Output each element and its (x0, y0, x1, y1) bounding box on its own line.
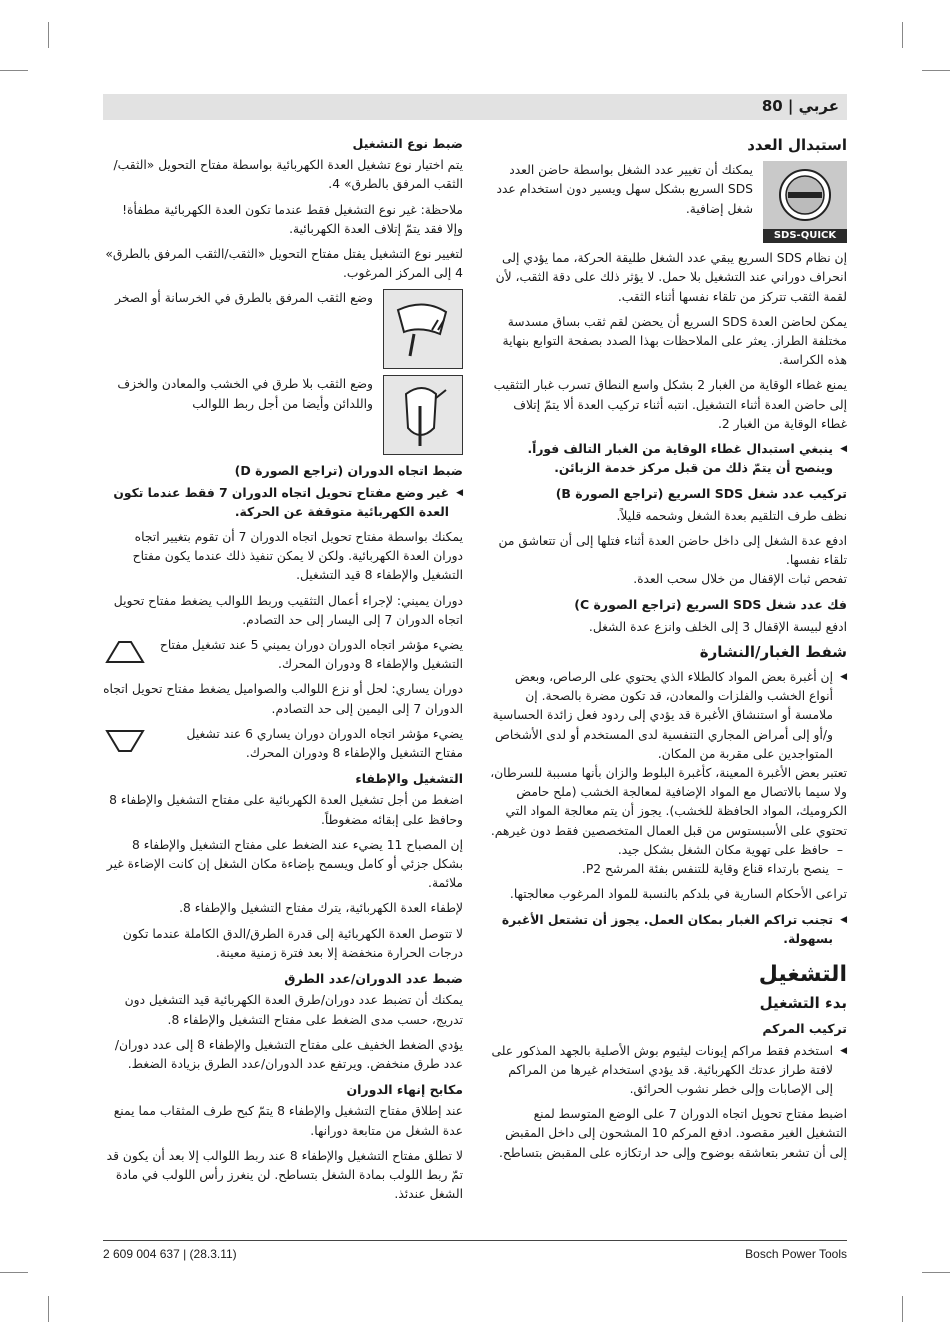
paragraph: اضغط من أجل تشغيل العدة الكهربائية على مفتاح التشغيل والإطفاء 8 وحافظ على إبقائه مضغوطاً. (109, 793, 463, 827)
paragraph: ادفع لبيسة الإقفال 3 إلى الخلف وانزع عدة الشغل. (588, 619, 847, 634)
paragraph: تفحص ثبات الإقفال من خلال سحب العدة. (633, 572, 847, 587)
indicator-row-right (103, 636, 463, 674)
subheading-speed: ضبط عدد الدوران/عدد الطرق (284, 971, 463, 987)
mode-label: وضع الثقب المرفق بالطرق في الخرسانة أو الصخر (115, 291, 373, 306)
paragraph: إن المصباح 11 يضيء عند الضغط على مفتاح التشغيل والإطفاء 8 بشكل جزئي أو كامل ويسمح بإضاءة مكان الشغل إن كانت الإضاءة غير ملائمة. (106, 837, 463, 891)
warning-bullet: ◀ ينبغي استبدال غطاء الوقاية من الغبار التالف فوراً. وينصح أن يتمّ ذلك من قبل مركز خدمة الزبائن. (490, 440, 847, 478)
indicator-text: يضيء مؤشر اتجاه الدوران دوران يساري 6 عند تشغيل مفتاح التشغيل والإطفاء 8 ودوران المحرك. (186, 726, 463, 761)
indicator-text: يضيء مؤشر اتجاه الدوران دوران يميني 5 عند تشغيل مفتاح التشغيل والإطفاء 8 ودوران المحرك. (159, 638, 463, 672)
crop-mark (902, 1296, 903, 1322)
drill-icon (383, 375, 463, 455)
arrow-up-indicator-icon (103, 636, 147, 668)
paragraph: اضبط مفتاح تحويل اتجاه الدوران 7 على الوضع المتوسط لمنع التشغيل الغير مقصود. ادفع المركم 10 المشحون إلى داخل المقبض إلى أن تشعر بتعاشقه بوضوح وإلى حد ارتكازه على المقبض بتساطح. (498, 1107, 847, 1160)
sds-quick-image (763, 161, 847, 243)
paragraph: نظف طرف التلقيم بعدة الشغل وشحمه قليلاً. (616, 508, 847, 523)
warning-bullet: ◀ استخدم فقط مراكم إيونات ليثيوم بوش الأصلية بالجهد المذكور على لافتة طراز عدتك الكهربائية. قد يؤدي استخدام غيرها من المراكم إلى الإصابات وإلى خطر نشوب الحرائق. (490, 1042, 847, 1100)
paragraph: تعتبر بعض الأغبرة المعينة، كأغبرة البلوط والزان بأنها مسببة للسرطان، ولا سيما بالاتصال مع المواد الإضافية لمعالجة الخشب (ملح حامض الكروميك، المواد الحافظة للخشب). يجوز أن يتم معالجة المواد التي تحتوي على الأسبستوس من قبل العمال المتخصصين فقط دون غيرهم. (490, 766, 847, 838)
subheading-insert-tool: تركيب عدد شغل SDS السريع (تراجع الصورة B) (555, 486, 847, 502)
warning-bullet: ◀ إن أغبرة بعض المواد كالطلاء الذي يحتوي على الرصاص، وبعض أنواع الخشب والفلزات والمعادن، قد تكون مضرة بالصحة. إن ملامسة أو استنشاق الأغبرة قد يؤدي إلى ردود فعل زائدة الحساسية و/أو إلى أمراض المجاري التنفسية لدى المستخدم أو لدى الأشخاص المتواجدين على مقربة من المكان. (490, 668, 847, 764)
subheading-mode: ضبط نوع التشغيل (352, 136, 463, 151)
subheading-direction: ضبط اتجاه الدوران (تراجع الصورة D) (234, 463, 463, 479)
paragraph: لإطفاء العدة الكهربائية، يترك مفتاح التشغيل والإطفاء 8. (179, 901, 463, 916)
crop-mark (48, 1296, 49, 1322)
chapter-title-operation: التشغيل (758, 961, 847, 987)
page-number: عربي | 80 (761, 97, 839, 115)
right-column (490, 136, 847, 1169)
paragraph: يمكنك أن تضبط عدد دوران/طرق العدة الكهربائية قيد التشغيل دون تدريج، حسب مدى الضغط على مفتاح التشغيل والإطفاء 8. (124, 993, 463, 1027)
crop-mark (902, 22, 903, 48)
mode-row-hammer (103, 289, 463, 369)
arrow-down-indicator-icon (103, 725, 147, 757)
paragraph: يمنع غطاء الوقاية من الغبار 2 بشكل واسع النطاق تسرب غبار التثقيب إلى حاضن العدة أثناء التشغيل. انتبه أثناء تركيب العدة ألا يتمّ إتلاف غطاء الوقاية من الغبار 2. (493, 378, 847, 431)
paragraph: إن نظام SDS السريع يبقي عدد الشغل طليقة الحركة، مما يؤدي إلى انحراف دوراني عند التشغيل بلا حمل. لا يؤثر ذلك على دقة الثقب، لأن لقمة الثقب تتركز من تلقاء نفسها أثناء الثقب. (495, 251, 847, 304)
mode-row-drill (103, 375, 463, 455)
section-title-startup: بدء التشغيل (759, 994, 847, 1013)
footer-doc-number: 2 609 004 637 | (28.3.11) (103, 1247, 237, 1261)
dash-item: – حافظ على تهوية مكان الشغل بشكل جيد. (490, 841, 847, 860)
paragraph: عند إطلاق مفتاح التشغيل والإطفاء 8 يتمّ كبح طرف المثقاب مما يمنع عدة الشغل من متابعة دورانها. (113, 1104, 463, 1138)
paragraph: يمكنك أن تغيير عدد الشغل بواسطة حاضن العدد SDS السريع بشكل سهل ويسير دون استخدام عدد شغل إضافية. (496, 163, 753, 216)
subheading-on-off: التشغيل والإطفاء (355, 771, 463, 787)
paragraph: يمكنك بواسطة مفتاح تحويل اتجاه الدوران 7 أن تقوم بتغيير اتجاه دوران العدة الكهربائية. ولكن لا يمكن تنفيذ ذلك عندما يكون مفتاح التشغيل والإطفاء 8 قيد التشغيل. (132, 530, 463, 583)
paragraph: لا تطلق مفتاح التشغيل والإطفاء 8 عند ربط اللوالب إلا بعد أن يكون قد تمّ ربط اللولب بمادة الشغل بتساطح. لن ينغرز رأس اللولب في مادة الشغل عندئذ. (106, 1148, 463, 1202)
section-title-tool-change: استبدال العدد (747, 136, 847, 154)
footer-rule (103, 1240, 847, 1241)
subheading-battery: تركيب المركم (762, 1021, 847, 1037)
subheading-remove-tool: فك عدد شغل SDS السريع (تراجع الصورة C) (574, 597, 847, 613)
indicator-row-left (103, 725, 463, 763)
crop-mark (0, 1272, 28, 1273)
page-header (103, 94, 847, 120)
crop-mark (0, 70, 28, 71)
crop-mark (922, 70, 950, 71)
sds-quick-label: SDS-QUICK (763, 229, 847, 243)
paragraph: دوران يساري: لحل أو نزع اللوالب والصواميل يضغط مفتاح تحويل اتجاه الدوران 7 إلى اليمين إلى حد التصادم. (103, 682, 463, 716)
footer-brand: Bosch Power Tools (745, 1247, 847, 1261)
note: ملاحظة: غير نوع التشغيل فقط عندما تكون العدة الكهربائية مطفأة! وإلا فقد يتمّ إتلاف العدة الكهربائية. (122, 202, 463, 236)
paragraph: يتم اختيار نوع تشغيل العدة الكهربائية بواسطة مفتاح التحويل «الثقب/الثقب المرفق بالطرق» 4. (113, 158, 463, 192)
crop-mark (922, 1272, 950, 1273)
section-title-dust: شفط الغبار/النشارة (699, 642, 847, 661)
paragraph: ادفع عدة الشغل إلى داخل حاضن العدة أثناء فتلها إلى أن تتعاشق من تلقاء نفسها. (498, 533, 847, 568)
left-column (103, 134, 463, 1210)
mode-label: وضع الثقب بلا طرق في الخشب والمعادن والخزف واللدائن وأيضا من أجل ربط اللوالب (117, 377, 373, 411)
paragraph: لتغيير نوع التشغيل يفتل مفتاح التحويل «الثقب/الثقب المرفق بالطرق» 4 إلى المركز المرغوب. (105, 247, 463, 281)
paragraph: تراعى الأحكام السارية في بلدكم بالنسبة للمواد المرغوب معالجتها. (509, 887, 847, 902)
warning-bullet: ◀ غير وضع مفتاح تحويل اتجاه الدوران 7 فقط عندما تكون العدة الكهربائية متوقفة عن الحركة. (103, 484, 463, 522)
warning-bullet: ◀ تجنب تراكم الغبار بمكان العمل. يجوز أن تشتعل الأغبرة بسهولة. (490, 911, 847, 949)
paragraph: دوران يميني: لإجراء أعمال التثقيب وربط اللوالب يضغط مفتاح تحويل اتجاه الدوران 7 إلى اليسار إلى حد التصادم. (113, 593, 463, 627)
dash-item: – ينصح بارتداء قناع وقاية للتنفس بفئة المرشح P2. (490, 860, 847, 879)
crop-mark (48, 22, 49, 48)
sds-chuck-icon (763, 161, 847, 229)
hammer-drill-icon (383, 289, 463, 369)
paragraph: لا تتوصل العدة الكهربائية إلى قدرة الطرق/الدق الكاملة عندما تكون درجات الحرارة منخفضة إلا بعد فترة زمنية معينة. (122, 926, 463, 960)
paragraph: يمكن لحاضن العدة SDS السريع أن يحضن لقم ثقب بساق مسدسة مختلفة الطراز. يعثر على الملاحظات بهذا الصدد بصفحة التوابع بنهاية هذه الكراسة. (502, 314, 847, 368)
paragraph: يؤدي الضغط الخفيف على مفتاح التشغيل والإطفاء 8 إلى عدد دوران/عدد طرق منخفض. ويرتفع عدد الدوران/عدد الطرق بزيادة الضغط. (114, 1037, 463, 1071)
sds-intro-row (490, 161, 847, 243)
subheading-brake: مكابح إنهاء الدوران (346, 1082, 463, 1098)
